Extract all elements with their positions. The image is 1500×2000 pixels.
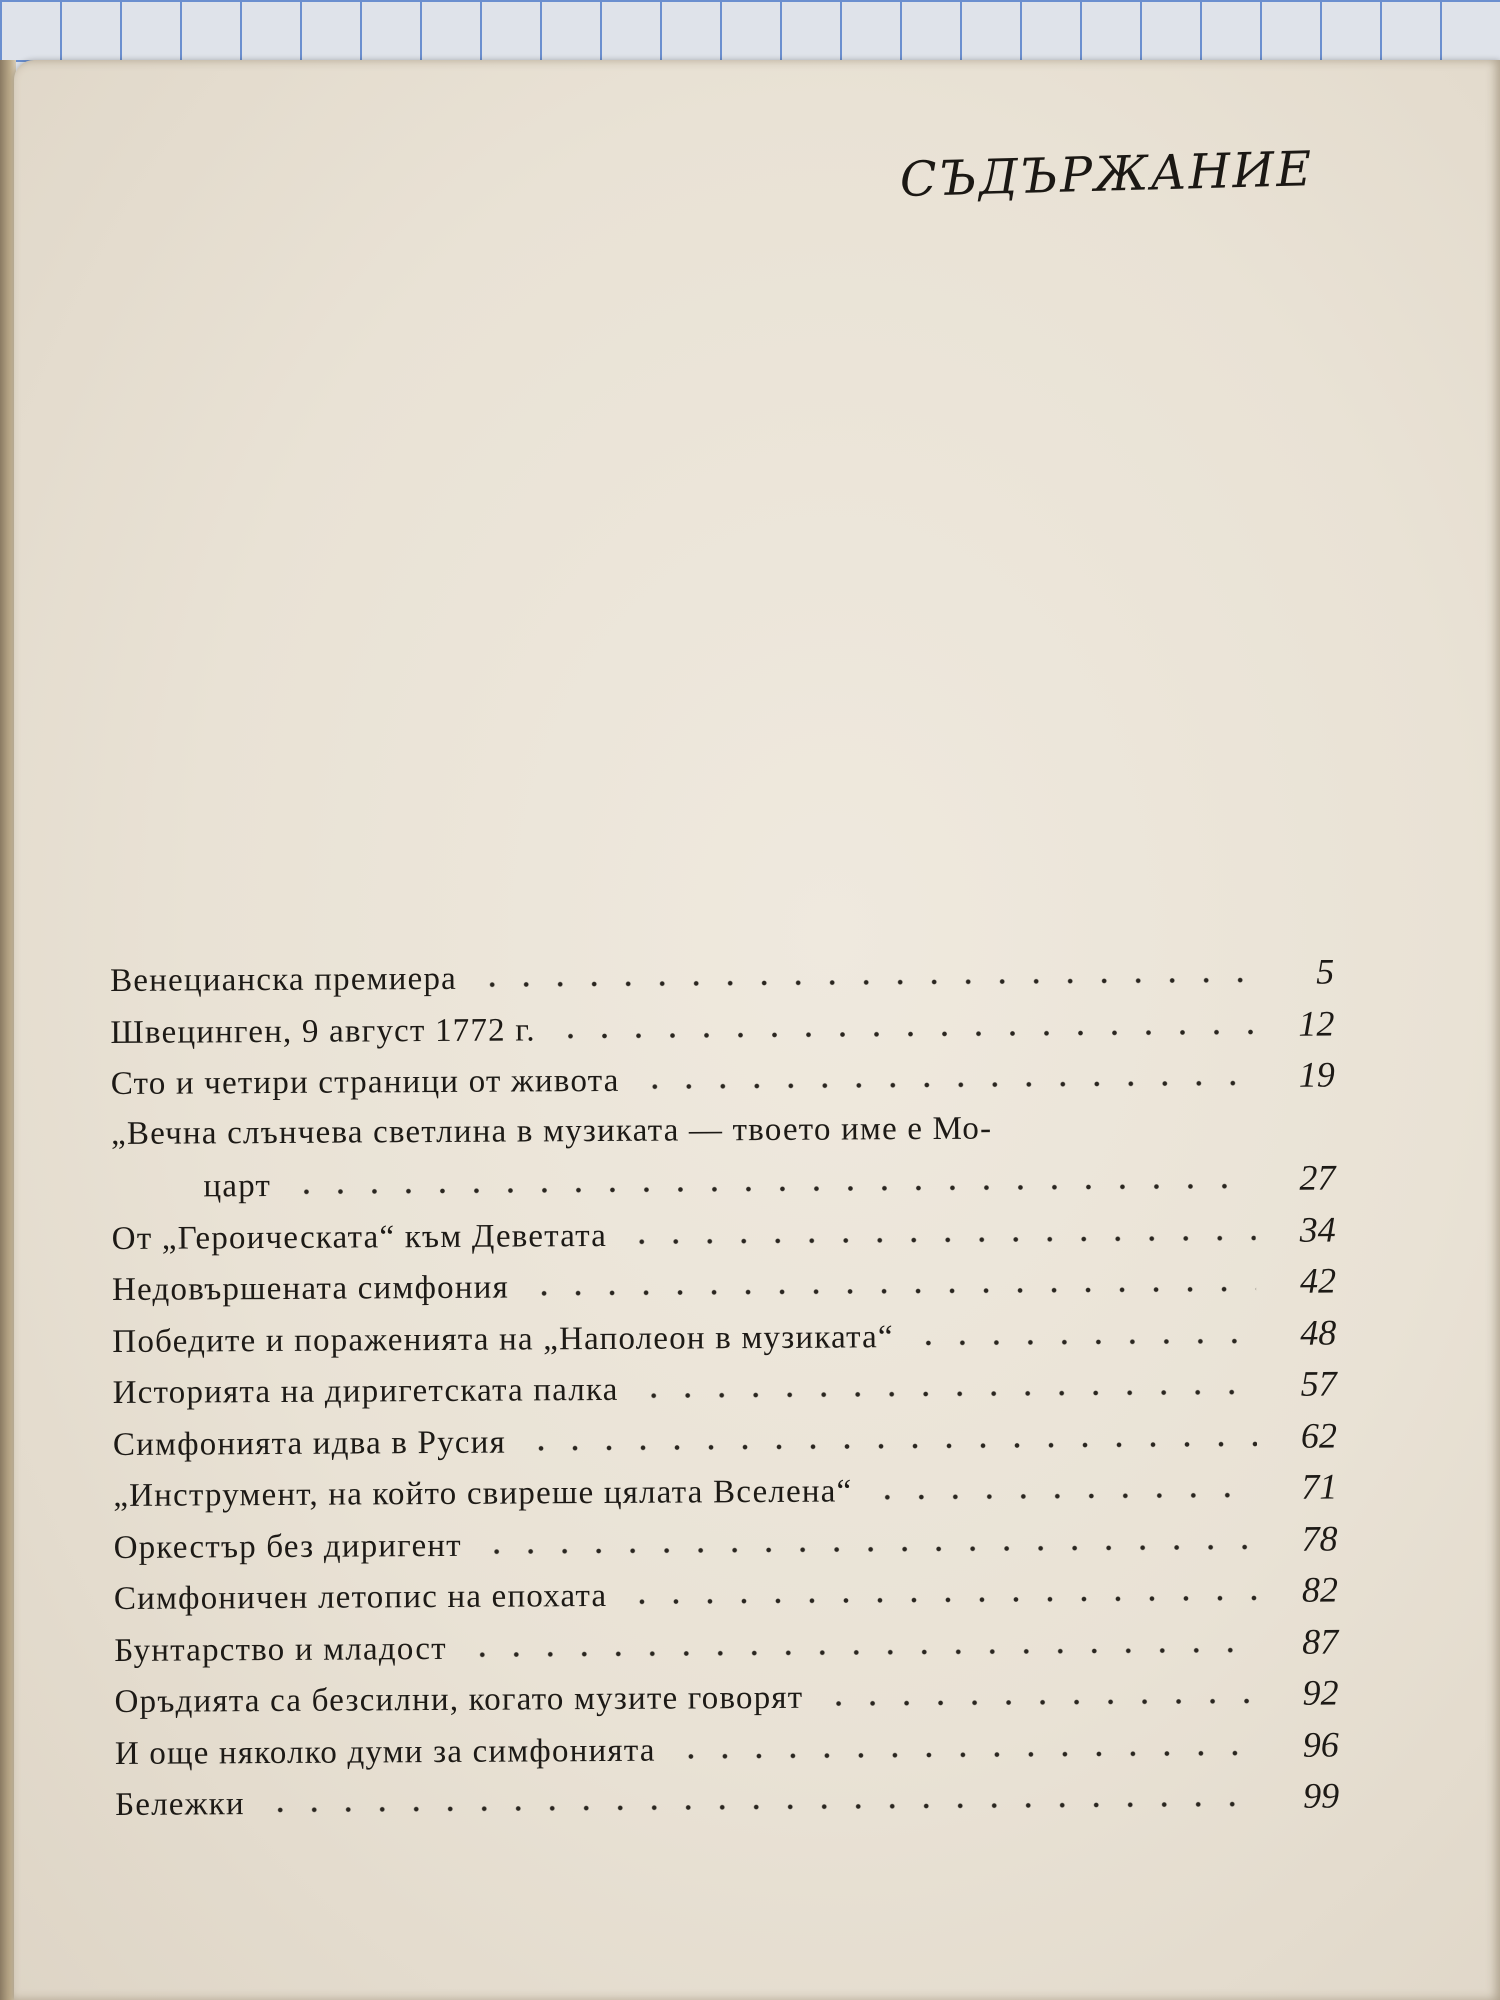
- toc-entry-title: „Вечна слънчева светлина в музиката — твоето име е Мо-: [110, 1110, 993, 1152]
- toc-entry-page: 27: [1299, 1157, 1336, 1198]
- toc-entry-16[interactable]: [115, 1771, 1339, 1830]
- toc-entry-title: И още няколко думи за симфонията: [114, 1732, 656, 1772]
- dot-leader: [625, 1234, 1256, 1246]
- toc-entry-page: 19: [1298, 1054, 1335, 1095]
- toc-entry-page: 34: [1299, 1209, 1336, 1250]
- dot-leader: [625, 1594, 1258, 1606]
- toc-entry-5[interactable]: [112, 1204, 1336, 1263]
- table-of-contents: [110, 947, 1339, 1830]
- toc-entry-9[interactable]: [113, 1410, 1337, 1469]
- toc-entry-title: царт: [203, 1168, 272, 1205]
- toc-entry-page: 82: [1301, 1569, 1339, 1610]
- toc-entry-1[interactable]: [110, 947, 1334, 1006]
- toc-entry-title: От „Героическата“ към Деветата: [111, 1217, 608, 1257]
- toc-entry-page: 57: [1300, 1363, 1337, 1404]
- toc-entry-page: 48: [1300, 1312, 1337, 1353]
- toc-entry-11[interactable]: [113, 1513, 1337, 1572]
- page-title: СЪДЪРЖАНИЕ: [899, 141, 1314, 208]
- dot-leader: [637, 1388, 1257, 1400]
- toc-entry-title: Оркестър без диригент: [113, 1527, 462, 1566]
- toc-entry-4-continued[interactable]: [111, 1153, 1335, 1212]
- toc-entry-page: 5: [1316, 951, 1335, 992]
- toc-entry-title: Симфоничен летопис на епохата: [113, 1577, 608, 1617]
- dot-leader: [524, 1440, 1257, 1452]
- toc-entry-title: Оръдията са безсилни, когато музите говорят: [114, 1679, 804, 1720]
- toc-entry-4[interactable]: [111, 1101, 1335, 1160]
- toc-entry-title: „Инструмент, на който свиреше цялата Вселена“: [113, 1473, 853, 1514]
- toc-entry-title: Симфонията идва в Русия: [112, 1424, 507, 1463]
- dot-leader: [912, 1337, 1257, 1347]
- dot-leader: [480, 1543, 1258, 1556]
- toc-entry-13[interactable]: [114, 1616, 1338, 1675]
- toc-entry-title: Бележки: [115, 1786, 245, 1823]
- dot-leader: [870, 1491, 1257, 1501]
- toc-entry-8[interactable]: [113, 1359, 1337, 1418]
- toc-entry-title: Бунтарство и младост: [114, 1630, 447, 1669]
- toc-entry-6[interactable]: [112, 1256, 1336, 1315]
- dot-leader: [263, 1800, 1259, 1814]
- book-page: [14, 60, 1500, 2000]
- toc-entry-page: 99: [1303, 1775, 1340, 1816]
- dot-leader: [554, 1028, 1255, 1040]
- toc-entry-2[interactable]: [110, 998, 1334, 1057]
- toc-entry-7[interactable]: [112, 1307, 1336, 1366]
- toc-entry-title: Историята на диригетската палка: [112, 1371, 619, 1411]
- dot-leader: [527, 1285, 1256, 1297]
- dot-leader: [638, 1079, 1255, 1091]
- toc-entry-15[interactable]: [115, 1719, 1339, 1778]
- toc-entry-title: Сто и четири страници от живота: [110, 1062, 620, 1102]
- toc-entry-title: Победите и пораженията на „Наполеон в музиката“: [112, 1318, 894, 1360]
- toc-entry-10[interactable]: [113, 1462, 1337, 1521]
- toc-entry-page: 12: [1298, 1003, 1335, 1044]
- toc-entry-3[interactable]: [111, 1050, 1335, 1109]
- toc-entry-title: Венецианска премиера: [110, 960, 458, 999]
- dot-leader: [821, 1697, 1258, 1708]
- toc-entry-page: 78: [1301, 1518, 1338, 1559]
- toc-entry-page: 62: [1300, 1415, 1338, 1456]
- toc-entry-page: 71: [1301, 1466, 1338, 1507]
- dot-leader: [674, 1748, 1259, 1760]
- toc-entry-14[interactable]: [114, 1668, 1338, 1727]
- dot-leader: [475, 976, 1254, 989]
- toc-entry-page: 87: [1302, 1621, 1339, 1662]
- toc-entry-12[interactable]: [114, 1565, 1338, 1624]
- toc-entry-title: Швецинген, 9 август 1772 г.: [110, 1011, 536, 1051]
- toc-entry-page: 92: [1302, 1672, 1339, 1713]
- toc-entry-title: Недовършената симфония: [111, 1269, 510, 1308]
- dot-leader: [289, 1182, 1255, 1196]
- dot-leader: [465, 1645, 1259, 1658]
- toc-entry-page: 96: [1302, 1724, 1339, 1765]
- toc-entry-page: 42: [1299, 1260, 1337, 1301]
